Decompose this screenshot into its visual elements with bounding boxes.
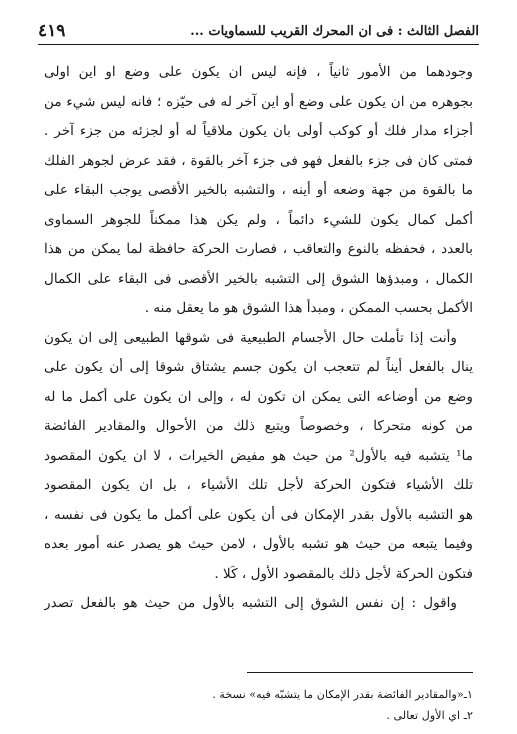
text-line: وضع من أوضاعه التى يمكن ان تكون له ، وإلى ان يكون على أكمل ما له	[44, 388, 473, 405]
text-line: وجودهما من الأمور ثانياً ، فإنه ليس ان يكون على وضع او اين اولى	[44, 64, 473, 80]
page-number: ٤١٩	[38, 21, 66, 41]
text-line: ينال بالفعل أيناً لم تتعجب ان يكون جسم يشتاق شوقا إلى أن يكون على	[44, 359, 473, 375]
running-head	[38, 20, 479, 42]
text-line: وأنت إذا تأملت حال الأجسام الطبيعية فى شوقها الطبيعى إلى ان يكون	[44, 329, 457, 346]
footnote: ٢ـ اي الأول تعالى .	[386, 709, 473, 722]
text-line: بجوهره من ان يكون على وضع أو اين آخر له فى حيّزه ؛ فانه ليس شيء من	[44, 93, 473, 110]
text-line: تلك الأشياء فتكون الحركة لأجل تلك الأشياء ، بل ان يكون المقصود	[44, 477, 473, 493]
body-text	[44, 58, 473, 619]
text-line: هو التشبه بالأول بقدر الإمكان فى أن يكون على أكمل ما يكون فى نفسه ،	[44, 506, 473, 523]
text-line: فتكون الحركة لأجل ذلك بالمقصود الأول ، كَلا .	[214, 565, 473, 582]
footnote-rule	[247, 672, 473, 673]
footnote: ١ـ«والمقادير الفائضة بقدر الإمكان ما يتشبّه فيه» نسخة .	[212, 688, 473, 701]
text-line: ما¹ يتشبه فيه بالأول² من حيث هو مفيض الخيرات ، لا ان يكون المقصود	[44, 447, 473, 464]
text-line: من كونه متحركا ، وخصوصاً ويتبع ذلك من الأحوال والمقادير الفائضة	[44, 418, 473, 434]
text-line: بالعدد ، فحفظه بالنوع والتعاقب ، فصارت الحركة حافظة لما يمكن من هذا	[44, 241, 473, 257]
running-title: الفصل الثالث : فى ان المحرك القريب للسماويات ...	[190, 23, 479, 39]
header-rule	[38, 44, 479, 45]
text-line: وفيما يتبعه من حيث هو تشبه بالأول ، لامن حيث هو يصدر عنه أمور بعده	[44, 536, 473, 552]
text-line: الأكمل بحسب الممكن ، ومبدأ هذا الشوق هو ما يعقل منه .	[144, 300, 473, 316]
text-line: أكمل كمال يكون للشيء دائماً ، ولم يكن هذا ممكناً للجوهر السماوى	[44, 211, 473, 228]
text-line: الكمال ، ومبدؤها الشوق إلى التشبه بالخير الأقصى فى البقاء على الكمال	[44, 270, 473, 287]
text-line: ما بالقوة من جهة وضعه أو أينه ، والتشبه بالخير الأقصى يوجب البقاء على	[44, 182, 473, 198]
text-line: أجزاء مدار فلك أو كوكب أولى بان يكون ملاقياً له أو لجزئه من جزء آخر .	[44, 123, 473, 139]
text-line: واقول : إن نفس الشوق إلى التشبه بالأول من حيث هو بالفعل تصدر	[44, 595, 457, 611]
text-line: فمتى كان فى جزء بالفعل فهو فى جزء آخر بالقوة ، فقد عرض لجوهر الفلك	[44, 152, 473, 169]
footnotes	[44, 684, 473, 726]
